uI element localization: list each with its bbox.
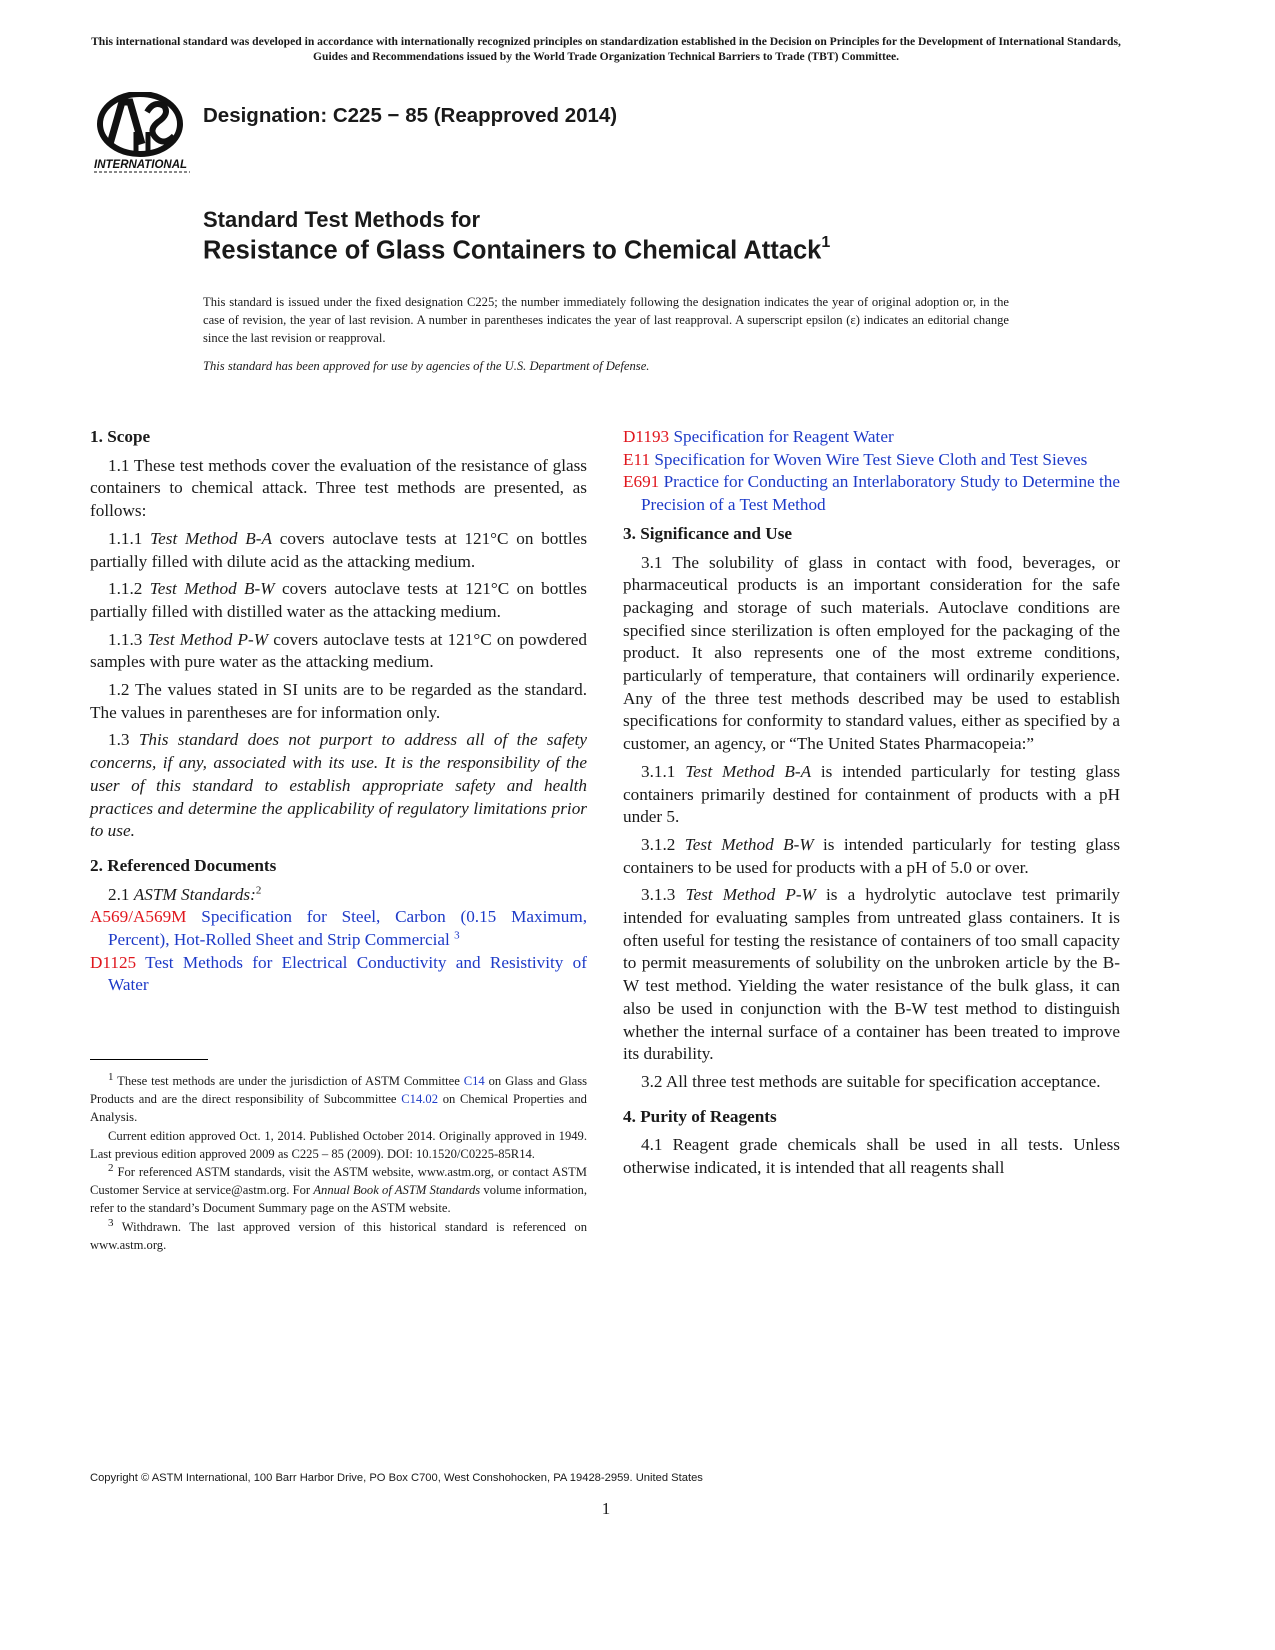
- para-num: 1.1.1: [108, 528, 143, 548]
- reference-title[interactable]: Practice for Conducting an Interlaboratory Study to Determine the Precision of a Test Method: [641, 472, 1120, 515]
- footnote-3: [90, 1218, 587, 1254]
- page-number: 1: [601, 1499, 611, 1518]
- method-name: Test Method B-A: [685, 761, 812, 781]
- para-text: covers autoclave tests at 121°C on powdered samples with pure water as the attacking medium.: [90, 629, 588, 672]
- reference-item[interactable]: [623, 426, 1120, 449]
- para-2-1: [90, 884, 587, 907]
- footnote-num: 3: [108, 1216, 114, 1229]
- para-3-1-2: [623, 834, 1120, 879]
- method-name: Test Method B-A: [150, 528, 272, 548]
- title-footnote-ref[interactable]: 1: [821, 234, 831, 251]
- footnote-2: [90, 1163, 587, 1218]
- footnote-num: 1: [108, 1070, 114, 1083]
- left-column: [90, 426, 587, 997]
- para-1-1-3: [90, 629, 587, 674]
- footnote-text: Annual Book of ASTM Standards: [313, 1183, 481, 1198]
- para-text: This standard does not purport to address all of the safety concerns, if any, associated with its use. It is the responsibility of the user of this standard to establish appropriate safety and health practices and determine the applicability of regulatory limitations prior to use.: [90, 730, 587, 841]
- method-name: Test Method P-W: [147, 629, 269, 649]
- reference-title[interactable]: Test Methods for Electrical Conductivity and Resistivity of Water: [108, 952, 587, 995]
- footnote-text: These test methods are under the jurisdiction of ASTM Committee: [117, 1074, 460, 1088]
- footnote-divider: [90, 1059, 208, 1060]
- footnote-1: [90, 1072, 587, 1127]
- para-text: is intended particularly for testing glass containers primarily destined for containment of products with a pH under 5.: [623, 761, 1121, 827]
- footnote-text: For referenced ASTM standards, visit the ASTM website, www.astm.org, or contact ASTM Customer Service at service@astm.org. For: [90, 1165, 588, 1198]
- section-heading-purity: 4. Purity of Reagents: [623, 1106, 777, 1126]
- title-line-1: Standard Test Methods for: [203, 207, 481, 232]
- para-text: covers autoclave tests at 121°C on bottles partially filled with distilled water as the attacking medium.: [90, 579, 587, 621]
- reference-item[interactable]: [90, 906, 587, 951]
- para-1-3: [90, 729, 587, 843]
- method-name: Test Method B-W: [149, 579, 275, 599]
- committee-link[interactable]: C14: [463, 1074, 485, 1088]
- para-num: 3.1.1: [641, 761, 676, 781]
- para-num: 1.1.2: [108, 579, 143, 599]
- para-num: 3.1.3: [641, 885, 676, 905]
- para-3-1-1: [623, 761, 1120, 829]
- para-1-1: 1.1 These test methods cover the evaluation of the resistance of glass containers to chemical attack. Three test methods are presented, as follows:: [90, 455, 587, 521]
- para-text: covers autoclave tests at 121°C on bottles partially filled with dilute acid as the attacking medium.: [90, 528, 588, 571]
- dod-note: This standard has been approved for use by agencies of the U.S. Department of Defense.: [203, 359, 650, 373]
- footnote-text: volume information, refer to the standard’s Document Summary page on the ASTM website.: [90, 1183, 587, 1216]
- para-text: ASTM Standards:: [133, 884, 256, 904]
- footnote-ref[interactable]: 3: [454, 929, 460, 942]
- reference-code[interactable]: E11: [623, 449, 651, 469]
- para-1-1-1: [90, 528, 587, 573]
- footnote-text: Withdrawn. The last approved version of this historical standard is referenced on www.astm.org.: [90, 1219, 587, 1252]
- para-num: 1.3: [108, 730, 130, 750]
- para-4-1: 4.1 Reagent grade chemicals shall be used in all tests. Unless otherwise indicated, it is intended that all reagents shall: [623, 1135, 1120, 1178]
- reference-code[interactable]: A569/A569M: [90, 907, 187, 927]
- reference-code[interactable]: E691: [623, 472, 660, 492]
- para-num: 2.1: [108, 884, 130, 904]
- para-3-1: 3.1 The solubility of glass in contact with food, beverages, or pharmaceutical products is an important consideration for the safe packaging and storage of such materials. Autoclave conditions are specified since sterilization is often employed for the packaging of the product. It also represents one of the most extreme conditions, particularly of temperature, that containers will ordinarily experience. Any of the three test methods described may be used to establish specifications for conformity to standard values, either as specified by a customer, an agency, or “The United States Pharmacopeia:”: [623, 552, 1120, 754]
- right-column: [623, 426, 1120, 1185]
- footnote-text: on Chemical Properties and Analysis.: [90, 1092, 587, 1125]
- para-num: 1.1.3: [108, 629, 143, 649]
- section-heading-scope: 1. Scope: [90, 427, 151, 446]
- wto-notice: This international standard was developed in accordance with internationally recognized principles on standardization established in the Decision on Principles for the Development of International Standards, Guides and Recommendations issued by the World Trade Organization Technical Barriers to Trade (TBT) Committee.: [91, 35, 1121, 63]
- reference-code[interactable]: D1193: [623, 427, 670, 446]
- reference-item[interactable]: [90, 952, 587, 997]
- logo-text: INTERNATIONAL: [94, 159, 188, 171]
- reference-title[interactable]: Specification for Steel, Carbon (0.15 Maximum, Percent), Hot-Rolled Sheet and Strip Commercial: [108, 907, 587, 950]
- footnote-ref[interactable]: 2: [255, 883, 262, 896]
- astm-logo-icon: [92, 92, 192, 174]
- title-line-2: Resistance of Glass Containers to Chemical Attack: [203, 236, 822, 265]
- reference-title[interactable]: Specification for Woven Wire Test Sieve Cloth and Test Sieves: [654, 449, 1088, 469]
- reference-item[interactable]: [623, 449, 1120, 472]
- page-title: [203, 236, 830, 266]
- footnote-1-edition: Current edition approved Oct. 1, 2014. Published October 2014. Originally approved in 1949. Last previous edition approved 2009 as C225 – 85 (2009). DOI: 10.1520/C0225-85R14.: [90, 1128, 587, 1161]
- footnote-text: on Glass and Glass Products and are the direct responsibility of Subcommittee: [90, 1074, 588, 1107]
- method-name: Test Method P-W: [685, 885, 816, 905]
- footnotes: [90, 1072, 587, 1254]
- para-num: 3.1.2: [641, 834, 676, 854]
- astm-logo: [92, 92, 192, 174]
- reference-title[interactable]: Specification for Reagent Water: [673, 427, 894, 446]
- issued-note: This standard is issued under the fixed designation C225; the number immediately following the designation indicates the year of original adoption or, in the case of revision, the year of last revision. A number in parentheses indicates the year of last reapproval. A superscript epsilon (ε) indicates an editorial change since the last revision or reapproval.: [203, 295, 1009, 345]
- para-text: is a hydrolytic autoclave test primarily intended for evaluating samples from untreated glass containers. It is often useful for testing the resistance of containers of too small capacity to permit measurements of solubility on the unbroken article by the B-W test method. Yielding the water resistance of the bulk glass, it can also be used in conjunction with the B-W test method to distinguish whether the internal surface of a container has been treated to improve its durability.: [623, 885, 1120, 1064]
- method-name: Test Method B-W: [684, 834, 814, 854]
- reference-item[interactable]: [623, 471, 1120, 516]
- para-1-1-2: [90, 578, 587, 623]
- para-text: is intended particularly for testing glass containers to be used for products with a pH of 5.0 or over.: [623, 834, 1121, 877]
- section-heading-referenced: 2. Referenced Documents: [90, 855, 277, 875]
- para-1-2: 1.2 The values stated in SI units are to be regarded as the standard. The values in parentheses are for information only.: [90, 680, 587, 722]
- copyright: Copyright © ASTM International, 100 Barr Harbor Drive, PO Box C700, West Conshohocken, PA 19428-2959. United States: [90, 1472, 703, 1484]
- para-3-1-3: [623, 884, 1120, 1066]
- footnote-num: 2: [108, 1161, 114, 1174]
- designation: Designation: C225 − 85 (Reapproved 2014): [203, 104, 618, 127]
- para-3-2: 3.2 All three test methods are suitable for specification acceptance.: [641, 1071, 1101, 1091]
- reference-code[interactable]: D1125: [90, 952, 137, 972]
- section-heading-significance: 3. Significance and Use: [623, 523, 793, 543]
- subcommittee-link[interactable]: C14.02: [401, 1092, 438, 1107]
